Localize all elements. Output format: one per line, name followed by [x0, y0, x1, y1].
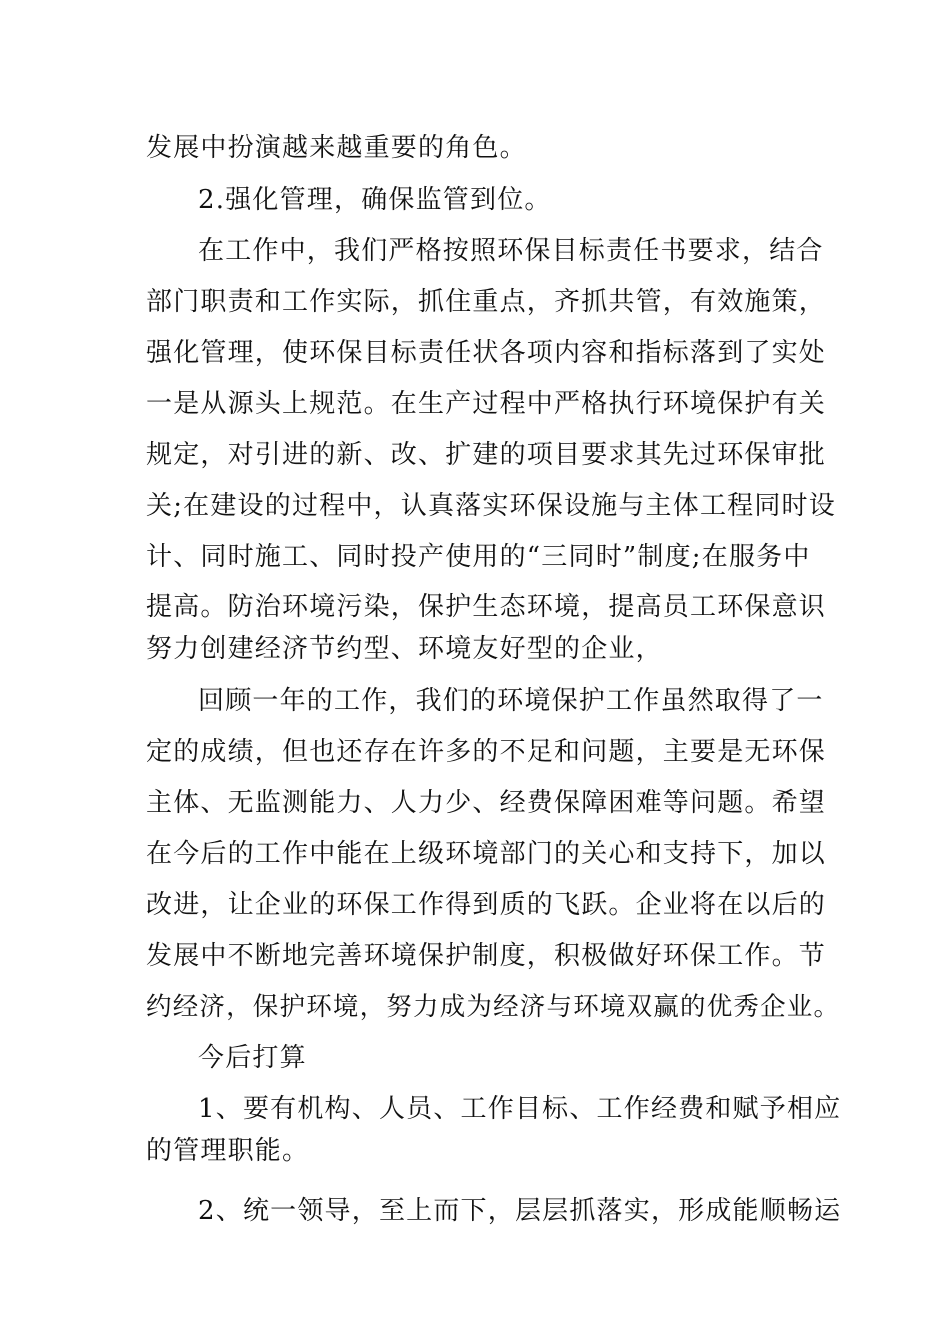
text-line: 回顾一年的工作，我们的环境保护工作虽然取得了一 — [198, 686, 824, 716]
text-line: 在工作中，我们严格按照环保目标责任书要求，结合 — [198, 236, 824, 266]
text-line: 努力创建经济节约型、环境友好型的企业， — [146, 634, 663, 664]
text-line: 约经济，保护环境，努力成为经济与环境双赢的优秀企业。 — [146, 992, 841, 1022]
text-line: 定的成绩，但也还存在许多的不足和问题，主要是无环保 — [146, 737, 827, 767]
text-line: 发展中不断地完善环境保护制度，积极做好环保工作。节 — [146, 941, 827, 971]
text-line: 规定，对引进的新、改、扩建的项目要求其先过环保审批 — [146, 440, 827, 470]
text-line: 一是从源头上规范。在生产过程中严格执行环境保护有关 — [146, 389, 827, 419]
text-line: 主体、无监测能力、人力少、经费保障困难等问题。希望 — [146, 788, 827, 818]
text-line: 部门职责和工作实际，抓住重点，齐抓共管，有效施策， — [146, 287, 827, 317]
text-line: 强化管理，使环保目标责任状各项内容和指标落到了实处 — [146, 338, 827, 368]
text-line: 的管理职能。 — [146, 1136, 310, 1166]
text-line: 计、同时施工、同时投产使用的“三同时”制度;在服务中 — [146, 542, 811, 572]
section-heading: 2.强化管理，确保监管到位。 — [198, 185, 552, 215]
section-heading: 今后打算 — [198, 1043, 307, 1073]
text-line: 在今后的工作中能在上级环境部门的关心和支持下，加以 — [146, 839, 827, 869]
text-line: 发展中扮演越来越重要的角色。 — [146, 133, 527, 163]
text-line: 2、统一领导，至上而下，层层抓落实，形成能顺畅运 — [198, 1196, 842, 1226]
text-line: 改进，让企业的环保工作得到质的飞跃。企业将在以后的 — [146, 890, 827, 920]
text-line: 关;在建设的过程中，认真落实环保设施与主体工程同时设 — [146, 491, 836, 521]
text-line: 1、要有机构、人员、工作目标、工作经费和赋予相应 — [198, 1094, 842, 1124]
text-line: 提高。防治环境污染，保护生态环境，提高员工环保意识 — [146, 592, 827, 622]
